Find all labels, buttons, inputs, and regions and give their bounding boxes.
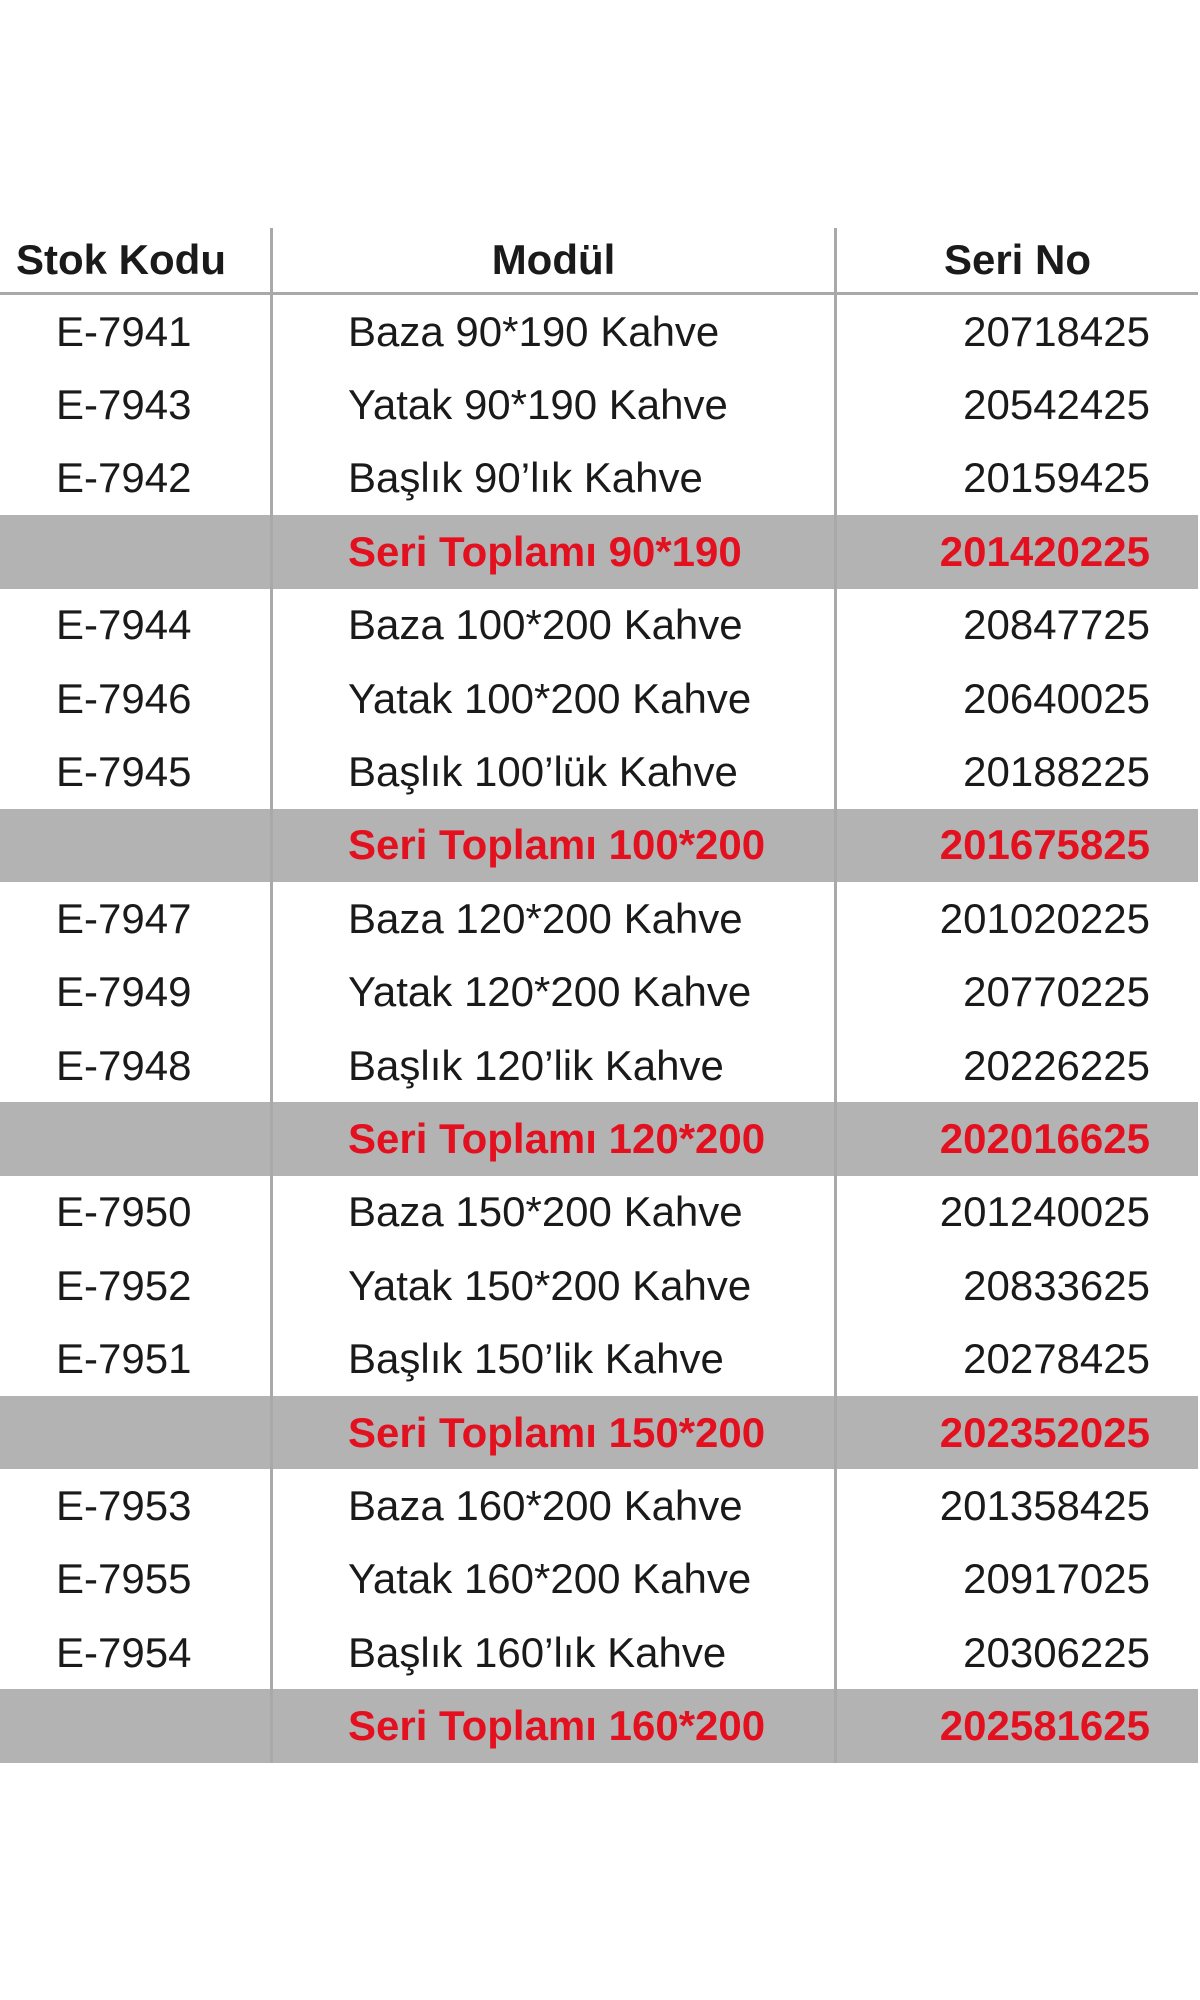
module-cell: Yatak 150*200 Kahve	[273, 1249, 837, 1322]
stock-code-cell: E-7955	[0, 1543, 273, 1616]
series-total-label: Seri Toplamı 90*190	[273, 515, 837, 588]
module-cell: Başlık 150’lik Kahve	[273, 1322, 837, 1395]
module-cell: Baza 160*200 Kahve	[273, 1469, 837, 1542]
series-total-row	[0, 515, 1198, 588]
series-total-value: 201420225	[939, 527, 1150, 575]
module-cell: Başlık 90’lık Kahve	[273, 442, 837, 515]
module-cell: Baza 120*200 Kahve	[273, 882, 837, 955]
header-module: Modül	[273, 228, 837, 292]
table-row	[0, 1029, 1198, 1102]
series-total-value: 202016625	[939, 1114, 1150, 1162]
serial-no-cell: 201358425	[939, 1481, 1150, 1529]
serial-no-cell: 20159425	[963, 454, 1150, 502]
module-cell: Yatak 90*190 Kahve	[273, 368, 837, 441]
stock-code-cell	[0, 1102, 273, 1175]
table-row	[0, 1469, 1198, 1542]
serial-no-cell: 20306225	[963, 1628, 1150, 1676]
table-row	[0, 368, 1198, 441]
table-row	[0, 295, 1198, 368]
stock-code-cell: E-7948	[0, 1029, 273, 1102]
stock-code-cell	[0, 515, 273, 588]
table-row	[0, 1249, 1198, 1322]
stock-code-cell: E-7942	[0, 442, 273, 515]
module-cell: Baza 90*190 Kahve	[273, 295, 837, 368]
serial-no-cell: 20542425	[963, 381, 1150, 429]
series-total-row	[0, 1102, 1198, 1175]
module-cell: Baza 100*200 Kahve	[273, 589, 837, 662]
series-total-row	[0, 809, 1198, 882]
series-total-row	[0, 1689, 1198, 1762]
stock-code-cell: E-7941	[0, 295, 273, 368]
header-stock-code: Stok Kodu	[0, 228, 273, 292]
table-row	[0, 1543, 1198, 1616]
table-row	[0, 1322, 1198, 1395]
module-cell: Başlık 160’lık Kahve	[273, 1616, 837, 1689]
module-cell: Yatak 120*200 Kahve	[273, 956, 837, 1029]
module-cell: Yatak 100*200 Kahve	[273, 662, 837, 735]
series-total-label: Seri Toplamı 160*200	[273, 1689, 837, 1762]
table-row	[0, 882, 1198, 955]
stock-code-cell: E-7944	[0, 589, 273, 662]
serial-no-cell: 20718425	[963, 307, 1150, 355]
serial-no-cell: 20188225	[963, 748, 1150, 796]
serial-no-cell: 201240025	[939, 1188, 1150, 1236]
stock-code-cell	[0, 809, 273, 882]
serial-no-cell: 20278425	[963, 1335, 1150, 1383]
header-serial-no: Seri No	[943, 236, 1092, 283]
table-body	[0, 295, 1198, 1763]
stock-code-cell: E-7952	[0, 1249, 273, 1322]
serial-no-cell: 20847725	[963, 601, 1150, 649]
series-total-value: 202581625	[939, 1702, 1150, 1750]
module-cell: Baza 150*200 Kahve	[273, 1176, 837, 1249]
module-cell: Başlık 100’lük Kahve	[273, 735, 837, 808]
stock-code-cell	[0, 1396, 273, 1469]
stock-code-cell: E-7945	[0, 735, 273, 808]
stock-code-cell: E-7946	[0, 662, 273, 735]
stock-code-cell: E-7950	[0, 1176, 273, 1249]
table-header	[0, 228, 1198, 295]
table-row	[0, 442, 1198, 515]
stock-code-cell: E-7949	[0, 956, 273, 1029]
table-row	[0, 956, 1198, 1029]
stock-code-cell: E-7954	[0, 1616, 273, 1689]
series-total-value: 201675825	[939, 821, 1150, 869]
series-total-label: Seri Toplamı 120*200	[273, 1102, 837, 1175]
serial-no-cell: 20833625	[963, 1261, 1150, 1309]
table-row	[0, 1616, 1198, 1689]
serial-no-cell: 20770225	[963, 968, 1150, 1016]
table-row	[0, 662, 1198, 735]
serial-no-cell: 20917025	[963, 1555, 1150, 1603]
series-total-label: Seri Toplamı 150*200	[273, 1396, 837, 1469]
module-cell: Başlık 120’lik Kahve	[273, 1029, 837, 1102]
module-cell: Yatak 160*200 Kahve	[273, 1543, 837, 1616]
stock-code-cell: E-7947	[0, 882, 273, 955]
serial-no-cell: 20640025	[963, 674, 1150, 722]
table-row	[0, 589, 1198, 662]
serial-no-cell: 20226225	[963, 1041, 1150, 1089]
series-total-label: Seri Toplamı 100*200	[273, 809, 837, 882]
stock-code-cell: E-7953	[0, 1469, 273, 1542]
table-row	[0, 1176, 1198, 1249]
stock-code-cell	[0, 1689, 273, 1762]
series-total-row	[0, 1396, 1198, 1469]
stock-code-cell: E-7943	[0, 368, 273, 441]
series-total-value: 202352025	[939, 1408, 1150, 1456]
table-row	[0, 735, 1198, 808]
serial-no-cell: 201020225	[939, 894, 1150, 942]
stock-code-cell: E-7951	[0, 1322, 273, 1395]
product-table	[0, 228, 1198, 1763]
